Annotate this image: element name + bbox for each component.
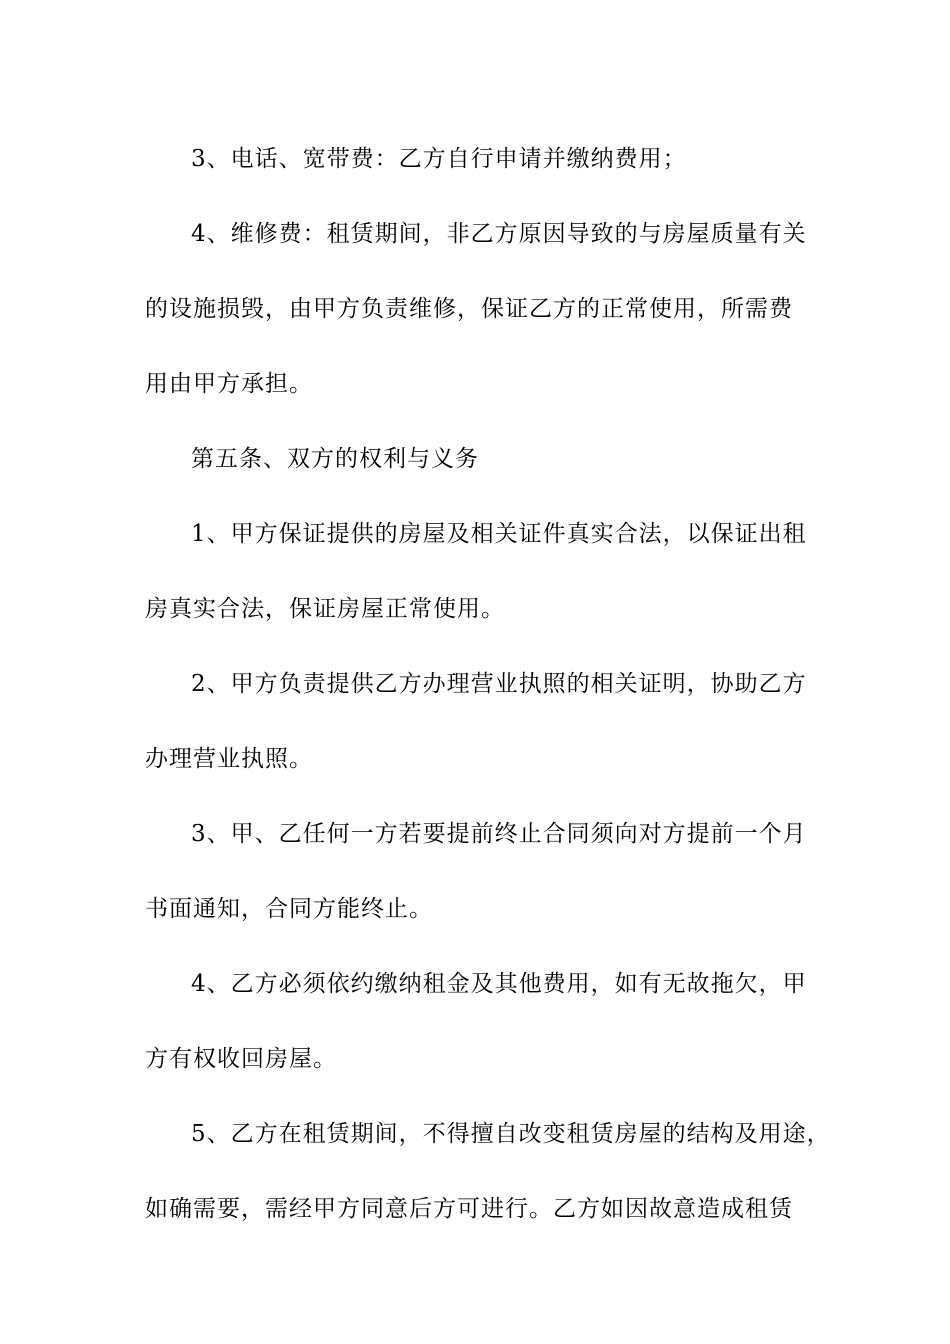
text-line-12: 4、乙方必须依约缴纳租金及其他费用，如有无故拖欠，甲 — [191, 971, 807, 997]
text-line-14: 5、乙方在租赁期间，不得擅自改变租赁房屋的结构及用途， — [191, 1121, 831, 1147]
text-line-6: 1、甲方保证提供的房屋及相关证件真实合法，以保证出租 — [191, 521, 807, 547]
text-line-4: 用由甲方承担。 — [145, 371, 313, 397]
text-line-10: 3、甲、乙任何一方若要提前终止合同须向对方提前一个月 — [191, 821, 807, 847]
text-line-8: 2、甲方负责提供乙方办理营业执照的相关证明，协助乙方 — [191, 671, 807, 697]
text-line-7: 房真实合法，保证房屋正常使用。 — [145, 596, 505, 622]
document-body — [145, 122, 831, 1247]
text-line-3: 的设施损毁，由甲方负责维修，保证乙方的正常使用，所需费 — [145, 296, 793, 322]
text-line-1: 3、电话、宽带费：乙方自行申请并缴纳费用； — [191, 146, 687, 172]
text-line-13: 方有权收回房屋。 — [145, 1046, 337, 1072]
section-heading-article-5: 第五条、双方的权利与义务 — [191, 446, 479, 472]
text-line-15: 如确需要，需经甲方同意后方可进行。乙方如因故意造成租赁 — [145, 1196, 793, 1222]
text-line-9: 办理营业执照。 — [145, 746, 313, 772]
text-line-2: 4、维修费：租赁期间，非乙方原因导致的与房屋质量有关 — [191, 221, 807, 247]
text-line-11: 书面通知，合同方能终止。 — [145, 896, 433, 922]
